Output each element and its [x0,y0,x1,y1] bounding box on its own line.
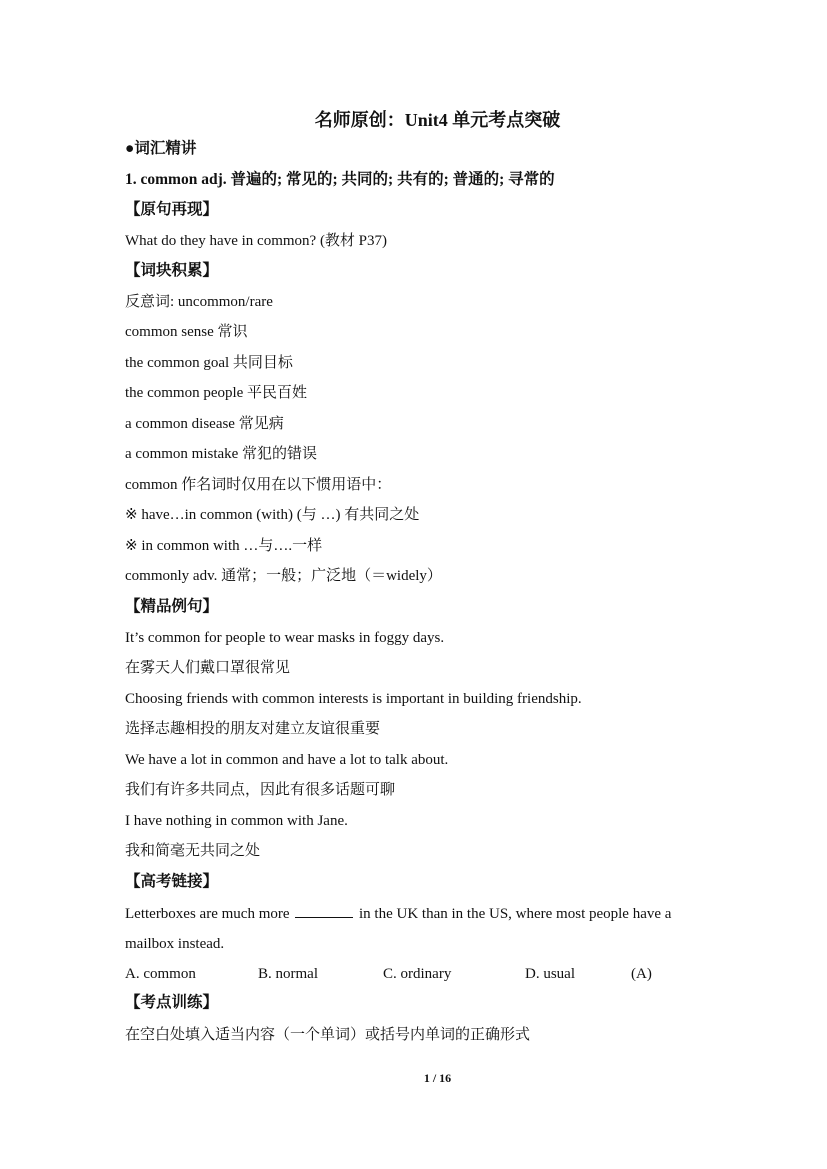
exam-question-line1 [125,903,671,924]
example-zh: 我们有许多共同点，因此有很多话题可聊 [125,780,396,798]
option-c: C. ordinary [383,966,452,982]
example-zh: 在雾天人们戴口罩很常见 [125,658,291,676]
heading-examples: 【精品例句】 [125,598,219,615]
original-sentence: What do they have in common? (教材 P37) [125,233,388,249]
example-en: We have a lot in common and have a lot to talk about. [125,752,449,768]
exam-question-part2: in the UK than in the US, where most people have a [359,906,672,922]
example-zh: 我和简毫无共同之处 [125,841,261,859]
example-en: Choosing friends with common interests is important in building friendship. [125,691,582,707]
section-heading-vocab: ●词汇精讲 [125,140,197,157]
exam-question-part1: Letterboxes are much more [125,906,290,922]
heading-original: 【原句再现】 [125,201,219,218]
entry-heading: 1. common adj. 普遍的; 常见的; 共同的; 共有的; 普通的; 寻常的 [125,171,555,188]
phrase-item: common sense 常识 [125,324,248,340]
phrase-item: common 作名词时仅用在以下惯用语中： [125,477,392,493]
page-title: 名师原创：Unit4 单元考点突破 [314,110,561,130]
option-a: A. common [125,966,196,982]
example-zh: 选择志趣相投的朋友对建立友谊很重要 [125,719,381,737]
answer-blank [295,903,353,918]
phrase-item: the common goal 共同目标 [125,355,293,371]
heading-phrases: 【词块积累】 [125,262,219,279]
practice-instruction: 在空白处填入适当内容（一个单词）或括号内单词的正确形式 [125,1025,531,1043]
phrase-item: ※ have…in common (with) (与 …) 有共同之处 [125,507,420,523]
page-number: 1 / 16 [423,1071,452,1085]
option-b: B. normal [258,966,318,982]
heading-exam-link: 【高考链接】 [125,873,219,890]
exam-question-line2: mailbox instead. [125,936,225,952]
exam-options [125,964,685,984]
heading-practice: 【考点训练】 [125,994,219,1011]
phrase-item: ※ in common with …与….一样 [125,538,323,554]
answer-key: (A) [631,966,652,982]
option-d: D. usual [525,966,575,982]
example-en: I have nothing in common with Jane. [125,813,348,829]
phrase-item: commonly adv. 通常；一般；广泛地（＝widely） [125,568,442,584]
phrase-item: a common disease 常见病 [125,416,284,432]
example-en: It’s common for people to wear masks in foggy days. [125,630,445,646]
phrase-item: a common mistake 常犯的错误 [125,446,318,462]
phrase-item: the common people 平民百姓 [125,385,308,401]
phrase-item: 反意词: uncommon/rare [125,294,273,310]
